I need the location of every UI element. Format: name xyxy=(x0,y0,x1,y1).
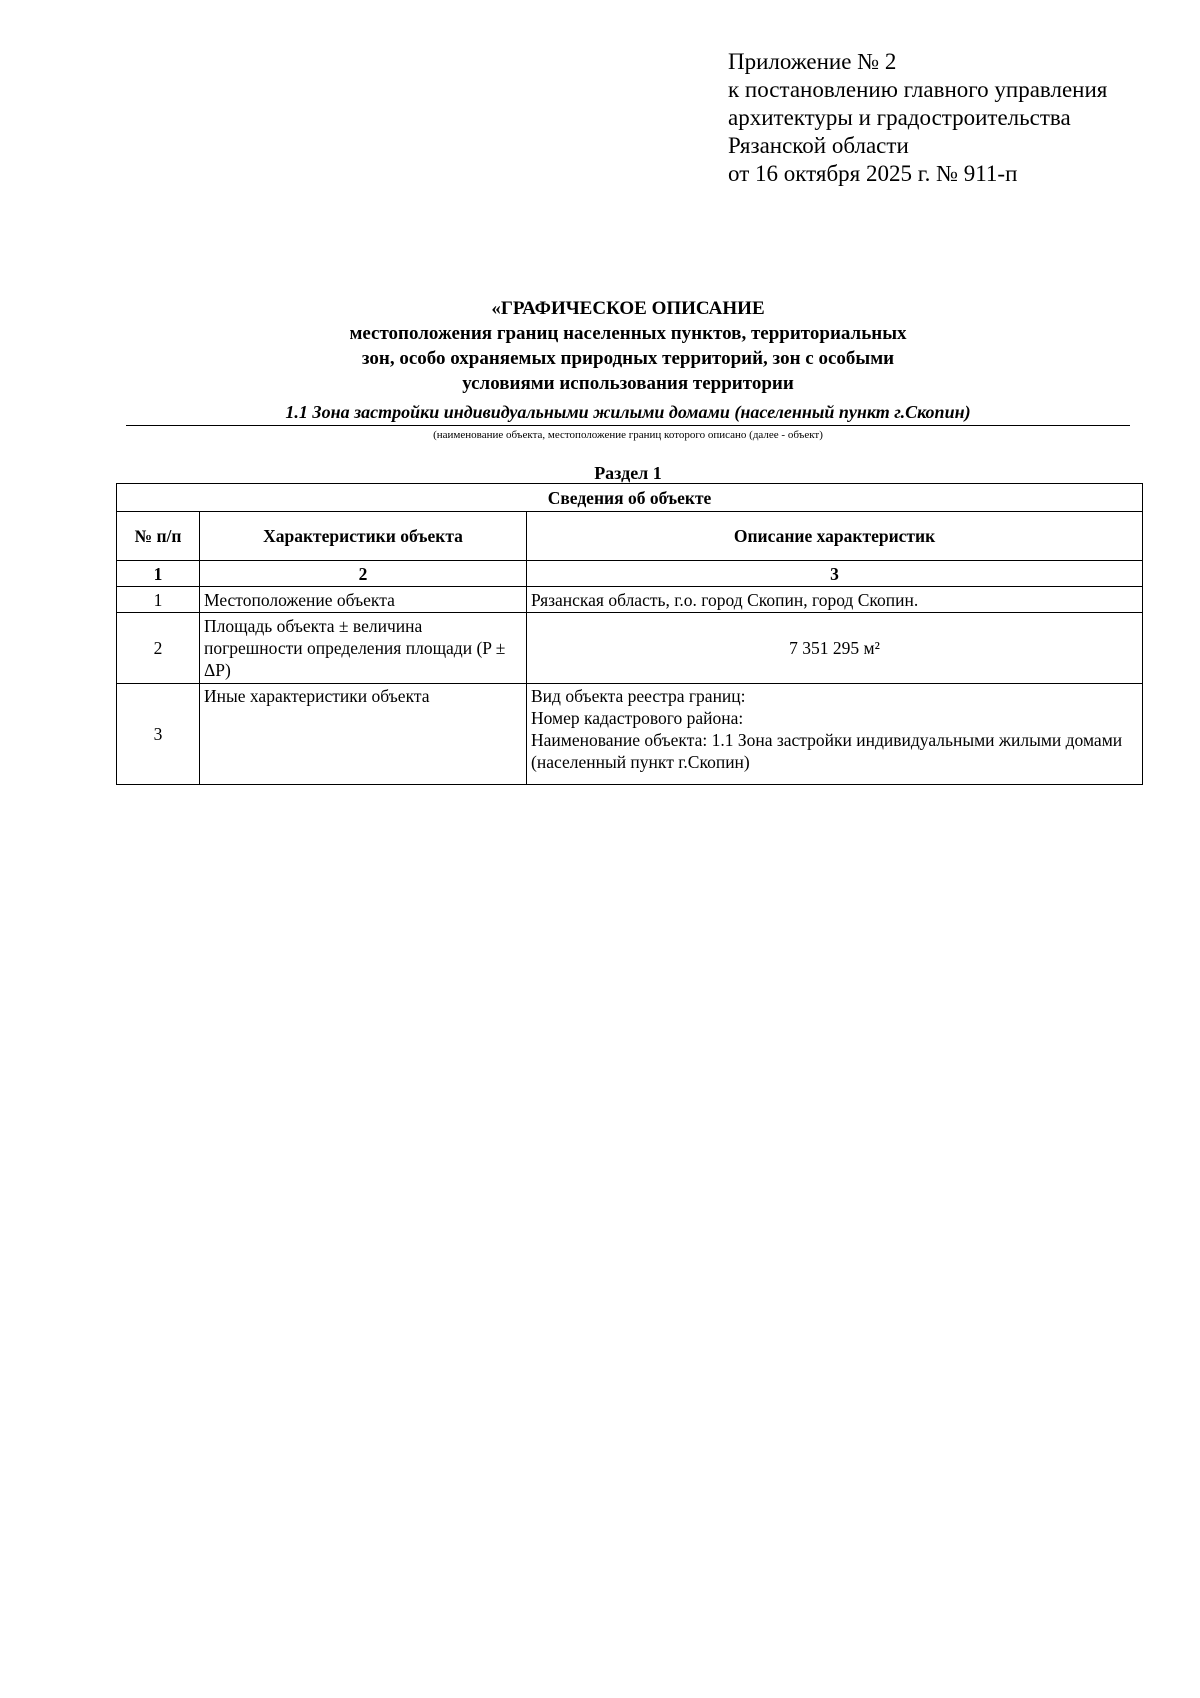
row-label: Иные характеристики объекта xyxy=(200,684,527,785)
title-line: зон, особо охраняемых природных территорий, зон с особыми xyxy=(361,348,895,369)
title-line: местоположения границ населенных пунктов, территориальных xyxy=(349,323,907,344)
column-header-number: № п/п xyxy=(117,512,200,561)
table-row xyxy=(117,684,1143,785)
row-label: Местоположение объекта xyxy=(200,587,527,613)
table-row xyxy=(117,587,1143,613)
table-row xyxy=(117,613,1143,684)
description-line: Номер кадастрового района: xyxy=(531,708,744,728)
title-line: условиями использования территории xyxy=(462,373,794,394)
table-title: Сведения об объекте xyxy=(117,484,1143,512)
object-info-table xyxy=(116,483,1143,785)
document-title xyxy=(126,296,1130,396)
table-title-row xyxy=(117,484,1143,512)
description-line: Наименование объекта: 1.1 Зона застройки индивидуальными жилыми домами (населенный пункт г.Скопин) xyxy=(531,730,1123,772)
row-number: 1 xyxy=(117,587,200,613)
row-label: Площадь объекта ± величина погрешности определения площади (P ± ΔP) xyxy=(200,613,527,684)
object-name: 1.1 Зона застройки индивидуальными жилыми домами (населенный пункт г.Скопин) xyxy=(285,402,971,422)
appendix-block xyxy=(728,48,1107,188)
appendix-line: Рязанской области xyxy=(728,133,909,158)
row-description xyxy=(527,684,1143,785)
table-column-numbers-row xyxy=(117,561,1143,587)
section-title: Раздел 1 xyxy=(594,463,662,483)
row-description xyxy=(527,587,1143,613)
appendix-line: Приложение № 2 xyxy=(728,49,897,74)
table-header-row xyxy=(117,512,1143,561)
row-number: 2 xyxy=(117,613,200,684)
column-number: 1 xyxy=(117,561,200,587)
column-number: 3 xyxy=(527,561,1143,587)
row-number: 3 xyxy=(117,684,200,785)
appendix-line: к постановлению главного управления xyxy=(728,77,1108,102)
appendix-line: от 16 октября 2025 г. № 911-п xyxy=(728,161,1018,186)
object-name-underline xyxy=(126,425,1130,426)
description-line: Рязанская область, г.о. город Скопин, город Скопин. xyxy=(531,589,919,610)
title-line: «ГРАФИЧЕСКОЕ ОПИСАНИЕ xyxy=(491,298,765,319)
object-caption: (наименование объекта, местоположение границ которого описано (далее - объект) xyxy=(433,429,823,441)
column-header-characteristics: Характеристики объекта xyxy=(200,512,527,561)
row-description xyxy=(527,613,1143,684)
description-line: Вид объекта реестра границ: xyxy=(531,686,746,706)
column-number: 2 xyxy=(200,561,527,587)
appendix-line: архитектуры и градостроительства xyxy=(728,105,1071,130)
description-line: 7 351 295 м² xyxy=(789,638,880,658)
column-header-description: Описание характеристик xyxy=(527,512,1143,561)
